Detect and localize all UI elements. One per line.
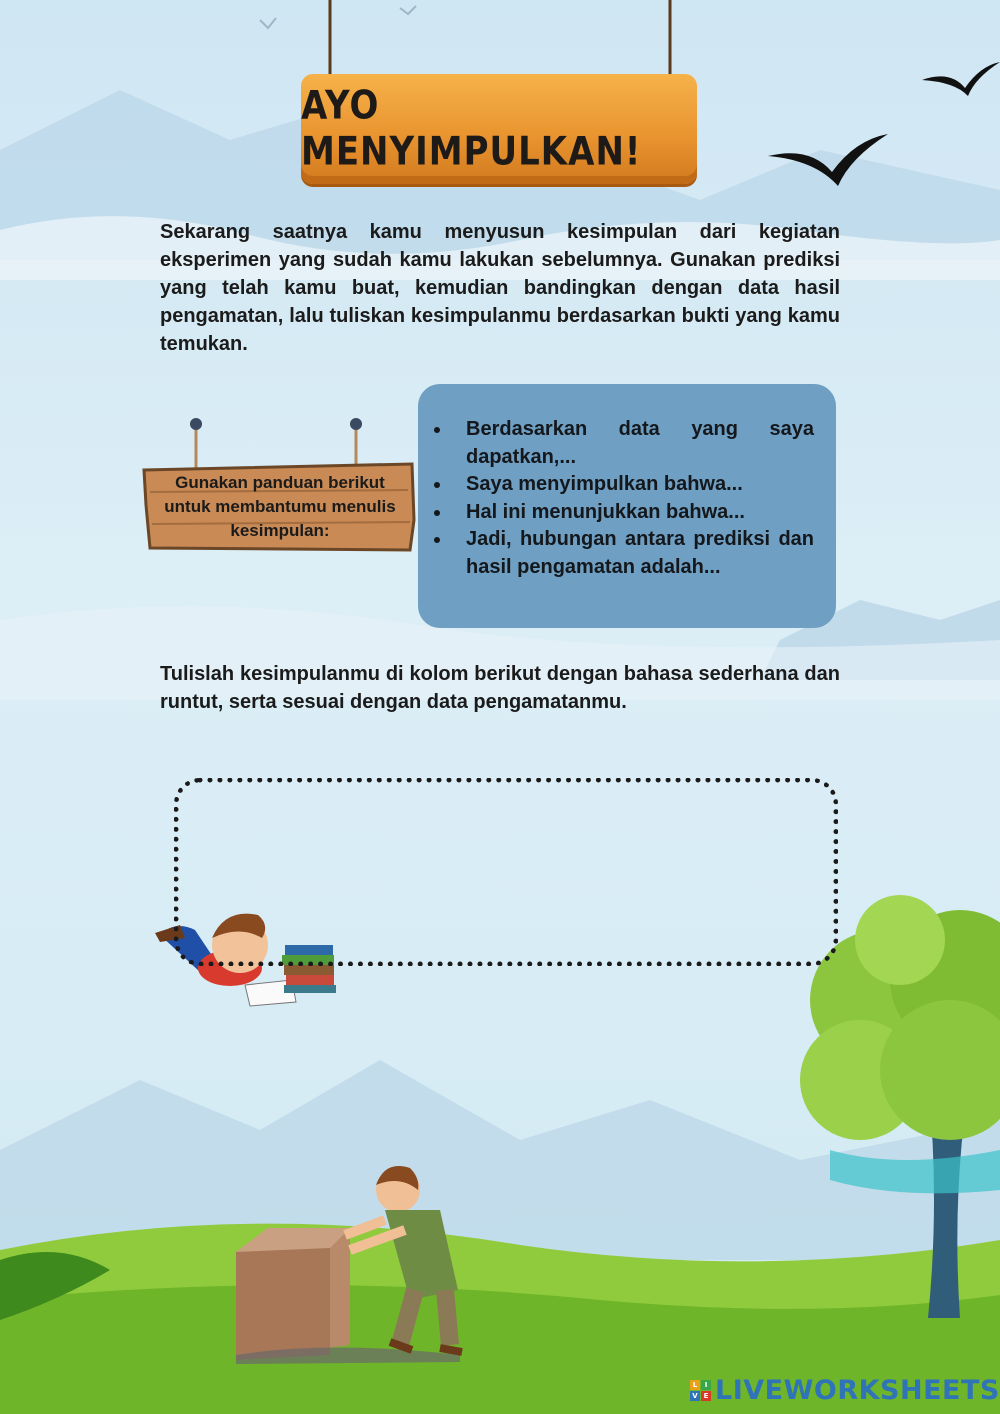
liveworksheets-logo bbox=[690, 1373, 1000, 1407]
instruction-paragraph: Tulislah kesimpulanmu di kolom berikut dengan bahasa sederhana dan runtut, serta sesuai dengan data pengamatanmu. bbox=[160, 663, 840, 713]
guide-item: • Hal ini menunjukkan bahwa... bbox=[452, 499, 814, 527]
conclusion-answer-box[interactable] bbox=[174, 778, 838, 966]
brand-name: LIVEWORKSHEETS bbox=[715, 1374, 1000, 1406]
guide-item: • Berdasarkan data yang saya dapatkan,... bbox=[452, 416, 814, 471]
liveworksheets-logo-icon: L I V E bbox=[690, 1380, 711, 1401]
title-sign bbox=[301, 74, 697, 184]
intro-paragraph: Sekarang saatnya kamu menyusun kesimpulan dari kegiatan eksperimen yang sudah kamu lakukan sebelumnya. Gunakan prediksi yang telah kamu buat, kemudian bandingkan dengan data hasil pengamatan, lalu tuliskan kesimpulanmu berdasarkan bukti yang kamu temukan. bbox=[160, 221, 840, 355]
guide-list bbox=[430, 416, 814, 581]
guide-sign bbox=[146, 466, 414, 548]
guide-sign-label: Gunakan panduan berikut untuk membantumu menulis kesimpulan: bbox=[164, 473, 396, 540]
guide-item: • Saya menyimpulkan bahwa... bbox=[452, 471, 814, 499]
guide-item: • Jadi, hubungan antara prediksi dan hasil pengamatan adalah... bbox=[452, 526, 814, 581]
page-title: AYO MENYIMPULKAN! bbox=[301, 83, 642, 175]
bird-icon bbox=[922, 62, 1000, 96]
guide-box bbox=[418, 384, 836, 628]
